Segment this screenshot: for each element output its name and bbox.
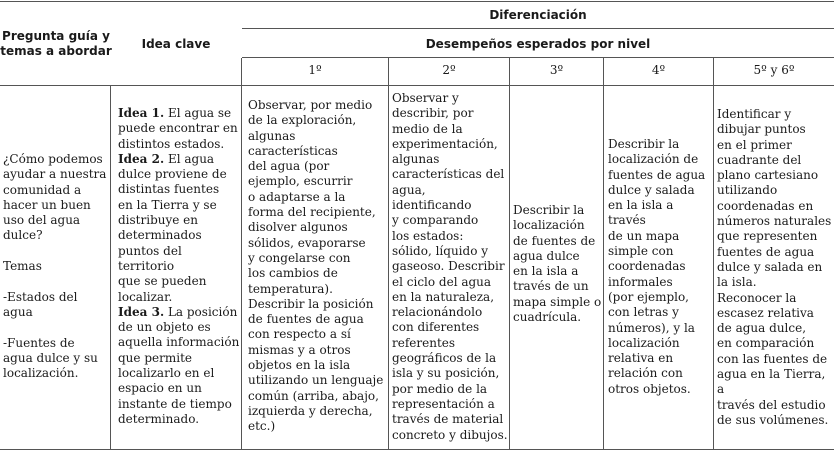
col-sep-2 bbox=[241, 58, 242, 449]
table-bottom-rule bbox=[0, 449, 834, 450]
idea-1 bbox=[118, 106, 240, 152]
key-ideas-cell bbox=[118, 106, 240, 427]
level-1-performance: Observar, por medio de la exploración, algunas características del agua (por ejemplo, escurrir o adaptarse a la forma del recipiente, disolver algunos sólidos, evaporarse y congelarse con los cambios de temperatura). Describir la posición de fuentes de agua con respecto a sí mismas y a otros objetos en la isla utilizando un lenguaje común (arriba, abajo, izquierda y derecha, etc.) bbox=[248, 98, 384, 434]
idea-1-label: Idea 1. bbox=[118, 106, 165, 120]
col-sep-3 bbox=[388, 58, 389, 449]
group-underline bbox=[242, 28, 834, 29]
idea-3 bbox=[118, 305, 240, 427]
subgroup-underline bbox=[242, 57, 834, 58]
header-level-2: 2º bbox=[442, 63, 456, 77]
col-sep-4 bbox=[509, 58, 510, 449]
level-3-performance: Describir la localización de fuentes de agua dulce en la isla a través de un mapa simple o cuadrícula. bbox=[513, 203, 602, 325]
table-top-rule bbox=[0, 1, 834, 2]
idea-2 bbox=[118, 152, 240, 305]
header-bottom-rule bbox=[0, 85, 834, 86]
guide-question-cell: ¿Cómo podemos ayudar a nuestra comunidad a hacer un buen uso del agua dulce? Temas -Estados del agua -Fuentes de agua dulce y su localización. bbox=[3, 152, 107, 381]
col-sep-1 bbox=[110, 86, 111, 449]
col-sep-5 bbox=[603, 58, 604, 449]
header-level-3: 3º bbox=[549, 63, 564, 77]
header-level-4: 4º bbox=[651, 63, 666, 77]
idea-3-text: La posición de un objeto es aquella información que permite localizarlo en el espacio en un instante de tiempo determinado. bbox=[118, 304, 240, 426]
idea-2-label: Idea 2. bbox=[118, 151, 165, 166]
header-level-1: 1º bbox=[308, 63, 322, 77]
idea-3-label: Idea 3. bbox=[118, 304, 165, 319]
level-5-6-performance: Identificar y dibujar puntos en el primer cuadrante del plano cartesiano utilizando coordenadas en números naturales que representen fuentes de agua dulce y salada en la isla. Reconocer la escasez relativa de agua dulce, en comparación con las fuentes de agua en la Tierra, a través del estudio de sus volúmenes. bbox=[717, 107, 832, 427]
idea-2-text: El agua dulce proviene de distintas fuentes en la Tierra y se distribuye en determinados puntos del territorio que se pueden localizar. bbox=[118, 151, 227, 304]
col-sep-6 bbox=[713, 58, 714, 449]
header-col-question: Pregunta guía y temas a abordar bbox=[0, 29, 112, 58]
header-level-5-6: 5º y 6º bbox=[753, 63, 795, 77]
header-col-idea: Idea clave bbox=[141, 37, 211, 51]
level-4-performance: Describir la localización de fuentes de agua dulce y salada en la isla a través de un mapa simple con coordenadas informales (por ejemplo, con letras y números), y la localización relativa en relación con otros objetos. bbox=[608, 137, 706, 396]
level-2-performance: Observar y describir, por medio de la experimentación, algunas características del agua, identificando y comparando los estados: sólido, líquido y gaseoso. Describir el ciclo del agua en la naturaleza, relacionándolo con diferentes referentes geográficos de la isla y su posición, por medio de la representación a través de material concreto y dibujos. bbox=[392, 91, 508, 442]
header-subgroup-title: Desempeños esperados por nivel bbox=[425, 37, 651, 51]
idea-1-text: El agua se puede encontrar en distintos estados. bbox=[118, 106, 238, 151]
header-group-title: Diferenciación bbox=[489, 8, 587, 22]
